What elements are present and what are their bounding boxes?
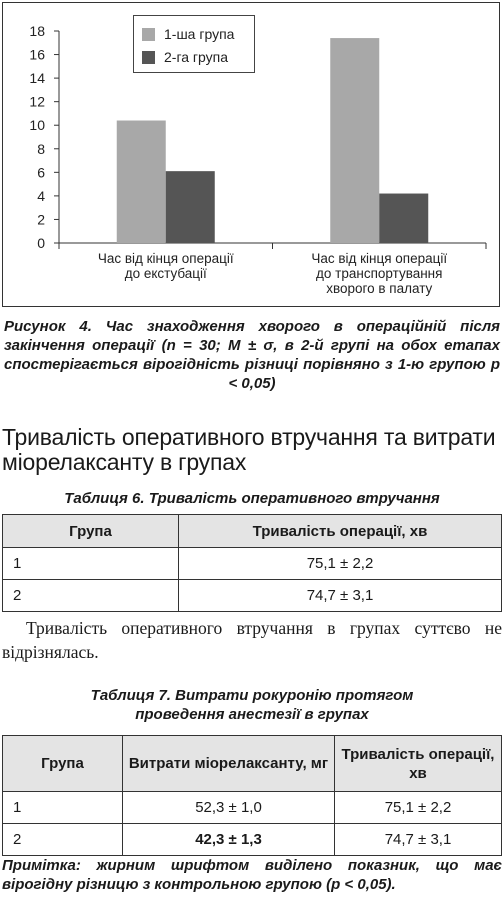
y-tick-label: 12 — [29, 93, 45, 110]
body-paragraph: Тривалість оперативного втручання в групах суттєво не відрізнялась. — [2, 618, 502, 662]
legend-swatch-group-1 — [142, 28, 155, 41]
legend-label-group-1: 1-ша група — [164, 26, 235, 42]
table6-cell-duration: 75,1 ± 2,2 — [179, 548, 502, 580]
figure-caption-label: Рисунок 4. — [4, 318, 92, 335]
table-row — [3, 792, 502, 824]
table-row — [3, 580, 502, 612]
figure-caption-text: Час знаходження хворого в операційній після закінчення операції (n = 30; M ± σ, в 2-й групі на обох етапах спостерігається вірогідність різниці порівняно з 1-ю групою p < 0,05) — [4, 318, 500, 392]
y-tick-label: 6 — [37, 164, 45, 181]
table6-caption: Таблиця 6. Тривалість оперативного втручання — [64, 490, 440, 507]
table7-header-row — [3, 736, 502, 792]
x-category-label: до транспортування — [316, 266, 443, 281]
table7-note: Примітка: жирним шрифтом виділено показник, що має вірогідну різницю з контрольною групою (p < 0,05). — [2, 857, 502, 893]
y-tick-label: 0 — [37, 235, 45, 251]
x-category-label: Час від кінця операції — [311, 251, 448, 266]
table-row — [3, 824, 502, 856]
table6 — [2, 514, 502, 612]
table7-header-duration: Тривалість операції, хв — [335, 736, 502, 792]
table7-cell-group: 1 — [3, 792, 123, 824]
table6-header-duration: Тривалість операції, хв — [179, 515, 502, 548]
table-row — [3, 548, 502, 580]
figure-caption — [4, 317, 500, 393]
table7-cell-duration: 74,7 ± 3,1 — [335, 824, 502, 856]
y-tick-label: 14 — [29, 70, 45, 87]
legend-label-group-2: 2-га група — [164, 49, 229, 65]
section-heading: Тривалість оперативного втручання та витрати міорелаксанту в групах — [2, 424, 496, 475]
legend-item-group-2 — [142, 48, 228, 66]
y-tick-label: 10 — [29, 117, 45, 134]
table7-header-relaxant: Витрати міорелаксанту, мг — [123, 736, 335, 792]
table7-caption-line-1: Таблиця 7. Витрати рокуронію протягом — [90, 687, 414, 704]
bar-2-cat-1 — [166, 171, 215, 243]
legend-swatch-group-2 — [142, 51, 155, 64]
y-tick-label: 18 — [29, 23, 45, 39]
x-category-label: хворого в палату — [326, 281, 433, 296]
bar-1-cat-1 — [117, 121, 166, 243]
y-tick-label: 8 — [37, 140, 45, 157]
table6-header-group: Група — [3, 515, 179, 548]
y-tick-label: 4 — [37, 187, 45, 204]
bar-1-cat-2 — [330, 38, 379, 243]
chart-legend — [133, 15, 255, 73]
table7 — [2, 735, 502, 856]
table7-cell-duration: 75,1 ± 2,2 — [335, 792, 502, 824]
table6-header-row — [3, 515, 502, 548]
x-category-label: до екстубації — [124, 266, 207, 281]
table7-cell-relaxant-significant: 42,3 ± 1,3 — [123, 824, 335, 856]
table7-cell-group: 2 — [3, 824, 123, 856]
table7-caption-line-2: проведення анестезії в групах — [135, 706, 369, 723]
legend-item-group-1 — [142, 25, 234, 43]
chart-frame — [2, 2, 500, 307]
x-category-label: Час від кінця операції — [97, 251, 234, 266]
y-tick-label: 16 — [29, 46, 45, 63]
table6-cell-group: 1 — [3, 548, 179, 580]
table7-cell-relaxant: 52,3 ± 1,0 — [123, 792, 335, 824]
bar-2-cat-2 — [379, 194, 428, 243]
y-tick-label: 2 — [37, 211, 45, 228]
table6-cell-duration: 74,7 ± 3,1 — [179, 580, 502, 612]
table7-caption — [0, 686, 504, 724]
table6-cell-group: 2 — [3, 580, 179, 612]
table7-header-group: Група — [3, 736, 123, 792]
